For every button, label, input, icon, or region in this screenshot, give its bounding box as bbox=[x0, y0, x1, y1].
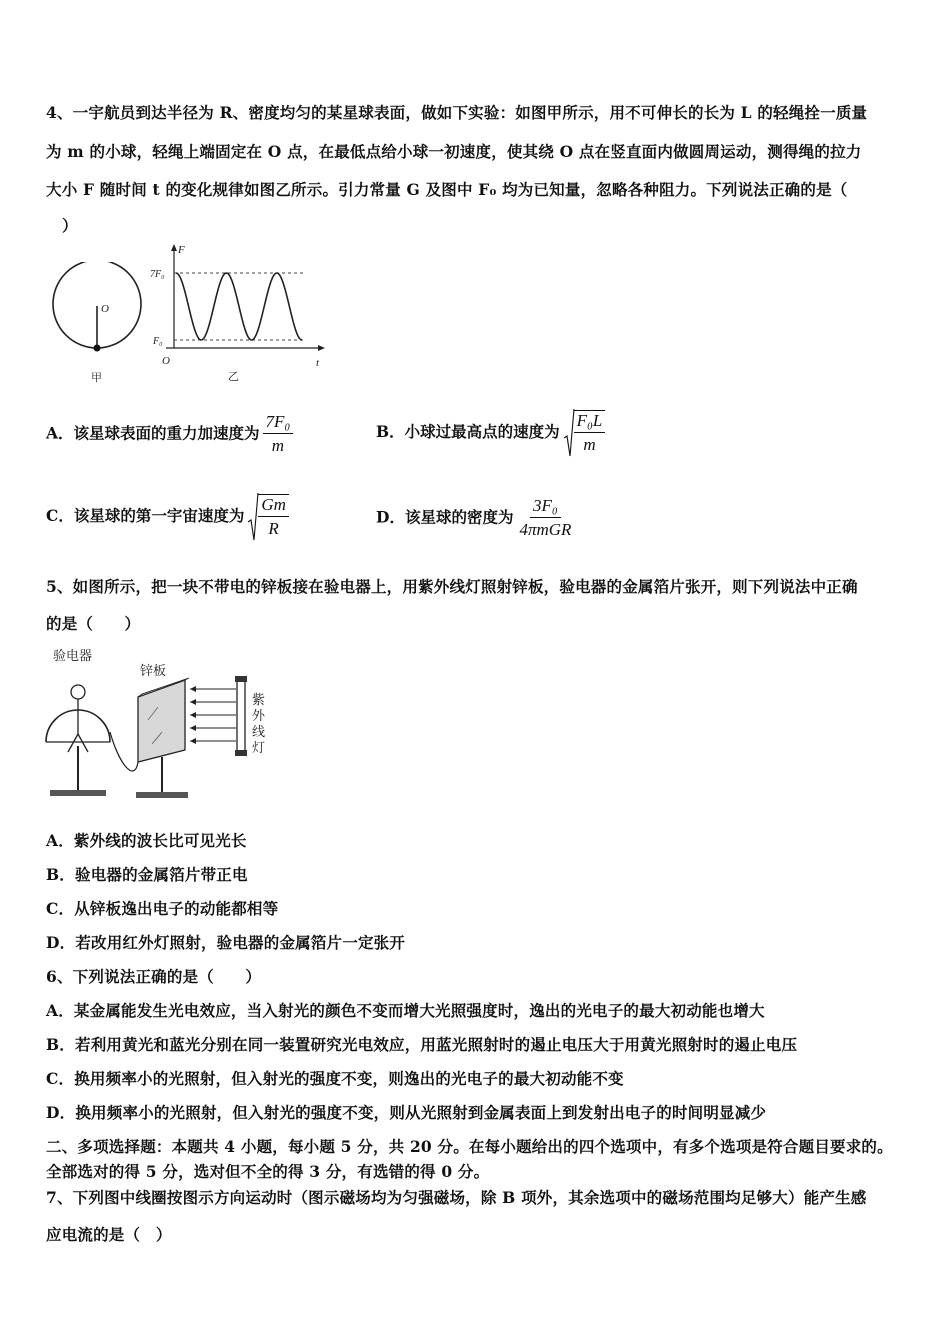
figure-caption-jia: 甲 bbox=[91, 371, 102, 384]
q4-option-a-fraction bbox=[263, 412, 294, 457]
zinc-plate-label: 锌板 bbox=[140, 664, 167, 679]
fraction-denominator: 4πmGR bbox=[519, 520, 572, 539]
uv-lamp-cap-top bbox=[235, 676, 247, 682]
uv-lamp-label-char4: 灯 bbox=[252, 741, 266, 756]
q6-option-a[interactable]: A．某金属能发生光电效应，当入射光的颜色不变而增大光照强度时，逸出的光电子的最大初动能也增大 bbox=[46, 1001, 765, 1020]
figure-caption-yi: 乙 bbox=[228, 370, 239, 383]
q4-stem-line3: 大小 F 随时间 t 的变化规律如图乙所示。引力常量 G 及图中 F₀ 均为已知量，忽略各种阻力。下列说法正确的是（ bbox=[46, 180, 848, 199]
q4-stem-line2: 为 m 的小球，轻绳上端固定在 O 点，在最低点给小球一初速度，使其绕 O 点在竖直面内做圆周运动，测得绳的拉力 bbox=[46, 142, 862, 161]
q5-option-d[interactable]: D．若改用红外灯照射，验电器的金属箔片一定张开 bbox=[46, 933, 406, 952]
ball bbox=[94, 345, 101, 352]
q6-option-c[interactable]: C．换用频率小的光照射，但入射光的强度不变，则逸出的光电子的最大初动能不变 bbox=[46, 1069, 624, 1088]
q6-stem: 6、下列说法正确的是（ ） bbox=[46, 967, 262, 986]
q7-stem-line1: 7、下列图中线圈按图示方向运动时（图示磁场均为匀强磁场，除 B 项外，其余选项中的磁场范围均足够大）能产生感 bbox=[46, 1188, 867, 1207]
uv-rays bbox=[190, 689, 236, 741]
q6-option-b[interactable]: B．若利用黄光和蓝光分别在同一装置研究光电效应，用蓝光照射时的遏止电压大于用黄光照射时的遏止电压 bbox=[46, 1035, 798, 1054]
uv-lamp-cap-bottom bbox=[235, 750, 247, 756]
zinc-plate bbox=[138, 680, 185, 762]
q4-option-a[interactable] bbox=[46, 412, 293, 457]
uv-ray-arrows bbox=[190, 686, 196, 744]
fraction-numerator: 7F₀ bbox=[263, 412, 294, 434]
x-axis-label: t bbox=[316, 357, 320, 369]
q5-stem-line1: 5、如图所示，把一块不带电的锌板接在验电器上，用紫外线灯照射锌板，验电器的金属箔片张开，则下列说法中正确 bbox=[46, 577, 858, 596]
q5-option-b[interactable]: B．验电器的金属箔片带正电 bbox=[46, 865, 248, 884]
fraction-denominator: m bbox=[583, 435, 596, 454]
connecting-wire bbox=[110, 732, 138, 771]
section2-instructions-line2: 全部选对的得 5 分，选对但不全的得 3 分，有选错的得 0 分。 bbox=[46, 1162, 490, 1181]
plate-base bbox=[136, 792, 188, 798]
foil-left bbox=[68, 734, 78, 752]
uv-lamp-label-char2: 外 bbox=[252, 709, 266, 724]
section2-instructions-line1: 二、多项选择题：本题共 4 小题，每小题 5 分，共 20 分。在每小题给出的四个选项中，有多个选项是符合题目要求的。 bbox=[46, 1137, 893, 1156]
q4-figure-jia bbox=[50, 262, 150, 387]
electroscope-label: 验电器 bbox=[53, 649, 93, 664]
origin-label: O bbox=[162, 355, 170, 367]
electroscope-base bbox=[50, 790, 106, 796]
q4-option-d-fraction bbox=[516, 496, 574, 541]
q5-figure bbox=[40, 642, 280, 804]
q7-stem-line2: 应电流的是（ ） bbox=[46, 1225, 172, 1244]
q4-option-c-sqrt bbox=[247, 492, 289, 542]
q5-stem-line2: 的是（ ） bbox=[46, 614, 141, 633]
q4-option-c[interactable] bbox=[46, 492, 289, 542]
min-force-label: F₀ bbox=[153, 336, 163, 347]
fraction-denominator: m bbox=[271, 436, 285, 455]
force-curve bbox=[176, 273, 302, 340]
fraction-numerator: Gm bbox=[258, 495, 289, 517]
q4-option-d-text: D．该星球的密度为 bbox=[376, 507, 514, 527]
max-force-label: 7F₀ bbox=[150, 269, 165, 280]
q5-option-a[interactable]: A．紫外线的波长比可见光长 bbox=[46, 831, 247, 850]
q4-option-d[interactable] bbox=[376, 496, 574, 541]
uv-lamp-label-char1: 紫 bbox=[252, 693, 266, 708]
uv-lamp-label-char3: 线 bbox=[252, 725, 266, 740]
electroscope-ball bbox=[71, 685, 85, 699]
y-axis-label: F bbox=[178, 244, 185, 256]
fraction-denominator: R bbox=[268, 519, 279, 538]
q4-stem-line1: 4、一宇航员到达半径为 R、密度均匀的某星球表面，做如下实验：如图甲所示，用不可伸长的长为 L 的轻绳拴一质量 bbox=[46, 103, 868, 122]
q5-option-c[interactable]: C．从锌板逸出电子的动能都相等 bbox=[46, 899, 279, 918]
q4-figure-yi bbox=[150, 240, 330, 385]
q4-stem-line4: ） bbox=[62, 216, 78, 235]
uv-lamp-tube bbox=[237, 680, 245, 752]
pivot-label: O bbox=[101, 303, 109, 315]
q4-option-c-text: C．该星球的第一宇宙速度为 bbox=[46, 506, 245, 525]
y-axis-arrow bbox=[171, 244, 177, 251]
foil-right bbox=[78, 734, 88, 752]
q4-option-b-sqrt bbox=[563, 408, 606, 458]
fraction-numerator: F₀L bbox=[574, 411, 606, 433]
fraction-numerator: 3F₀ bbox=[530, 496, 561, 518]
q4-option-a-text: A．该星球表面的重力加速度为 bbox=[46, 423, 260, 443]
q6-option-d[interactable]: D．换用频率小的光照射，但入射光的强度不变，则从光照射到金属表面上到发射出电子的时间明显减少 bbox=[46, 1103, 767, 1122]
q4-option-b[interactable] bbox=[376, 408, 605, 458]
q4-option-b-text: B．小球过最高点的速度为 bbox=[376, 422, 560, 441]
x-axis-arrow bbox=[318, 345, 325, 351]
